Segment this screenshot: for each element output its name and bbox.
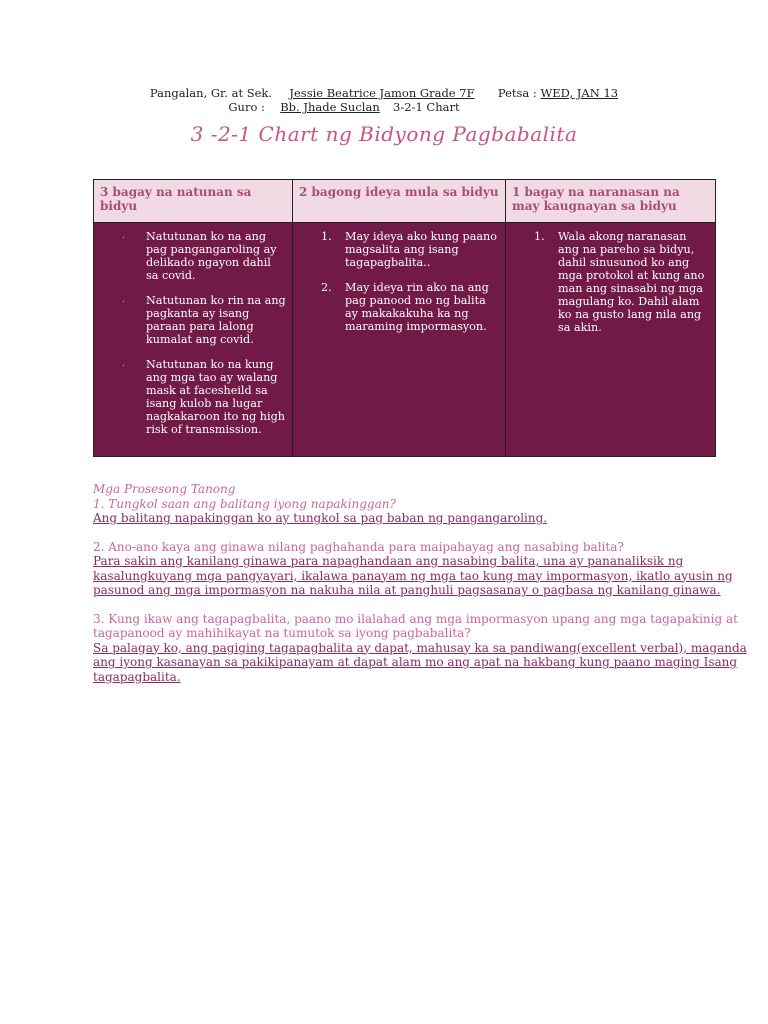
list-item-text: May ideya ako kung paano magsalita ang isang tagapagbalita..	[345, 230, 497, 269]
header-col-3: 1 bagay na naranasan na may kaugnayan sa bidyu	[506, 180, 716, 223]
list-item	[100, 294, 286, 346]
document-header	[0, 86, 768, 114]
question-3: 3. Kung ikaw ang tagapagbalita, paano mo ilalahad ang mga impormasyon upang ang mga tagapakinig at tagapanood ay mahihikayat na tumutok sa iyong pagbabalita?	[93, 611, 738, 640]
date-value: WED, JAN 13	[540, 86, 619, 100]
header-line-2	[0, 100, 768, 114]
cell-new-ideas	[293, 223, 506, 457]
header-line-1	[0, 86, 768, 100]
list-item	[299, 230, 499, 269]
answer-3: Sa palagay ko, ang pagiging tagapagbalita ay dapat, mahusay ka sa pandiwang(excellent verbal), maganda ang iyong kasanayan sa pakikipanayam at dapat alam mo ang apat na hakbang kung paano maging Isang tagapagbalita.	[93, 640, 747, 684]
header-col-1: 3 bagay na natunan sa bidyu	[94, 180, 293, 223]
header-col-2: 2 bagong ideya mula sa bidyu	[293, 180, 506, 223]
name-value: Jessie Beatrice Jamon Grade 7F	[289, 86, 475, 100]
page-title: 3 -2-1 Chart ng Bidyong Pagbabalita	[190, 122, 578, 146]
bullet-marker: .	[122, 295, 125, 305]
chart-body-row	[94, 223, 716, 457]
list-item	[100, 230, 286, 282]
teacher-value: Bb. Jhade Suclan	[280, 100, 380, 114]
answer-2: Para sakin ang kanilang ginawa para napaghandaan ang nasabing balita, una ay pananaliksik ng kasalungkuyang mga pangyayari, ikalawa panayam ng mga tao kung may impormasyon, ikatlo ayusin ng pasunod ang mga impormasyon na nakuha nila at panghuli pagsasanay o pagbasa ng kanilang ginawa.	[93, 554, 733, 597]
question-1: 1. Tungkol saan ang balitang iyong napakinggan?	[93, 496, 396, 511]
list-item-text: Natutunan ko rin na ang pagkanta ay isang paraan para lalong kumalat ang covid.	[146, 294, 286, 346]
question-2: 2. Ano-ano kaya ang ginawa nilang paghahanda para maipahayag ang nasabing balita?	[93, 539, 624, 554]
list-item	[299, 281, 499, 333]
cell-learned	[94, 223, 293, 457]
chart-label: 3-2-1 Chart	[393, 100, 460, 114]
three-two-one-chart	[93, 179, 716, 457]
bullet-marker: .	[122, 359, 125, 369]
number-marker: 1.	[321, 230, 332, 243]
name-label: Pangalan, Gr. at Sek.	[149, 86, 273, 100]
answer-1: Ang balitang napakinggan ko ay tungkol sa pag baban ng pangangaroling.	[93, 511, 548, 525]
list-item-text: Natutunan ko na kung ang mga tao ay walang mask at facesheild sa isang kulob na lugar nagkakaroon ito ng high risk of transmission.	[146, 358, 285, 436]
list-item	[100, 358, 286, 436]
process-questions	[93, 482, 758, 684]
number-marker: 2.	[321, 281, 332, 294]
number-marker: 1.	[534, 230, 545, 243]
list-item-text: May ideya rin ako na ang pag panood mo ng balita ay makakakuha ka ng maraming impormasyon.	[345, 281, 489, 333]
bullet-marker: .	[122, 231, 125, 241]
list-item-text: Natutunan ko na ang pag pangangaroling ay delikado ngayon dahil sa covid.	[146, 230, 277, 282]
questions-heading: Mga Prosesong Tanong	[93, 482, 236, 496]
chart-header-row	[94, 180, 716, 223]
list-item-text: Wala akong naranasan ang na pareho sa bidyu, dahil sinusunod ko ang mga protokol at kung ano man ang sinasabi ng mga magulang ko. Dahil alam ko na gusto lang nila ang sa akin.	[558, 230, 705, 334]
date-label: Petsa :	[497, 86, 537, 100]
teacher-label: Guro :	[228, 100, 265, 114]
list-item	[512, 230, 709, 334]
cell-experience	[506, 223, 716, 457]
